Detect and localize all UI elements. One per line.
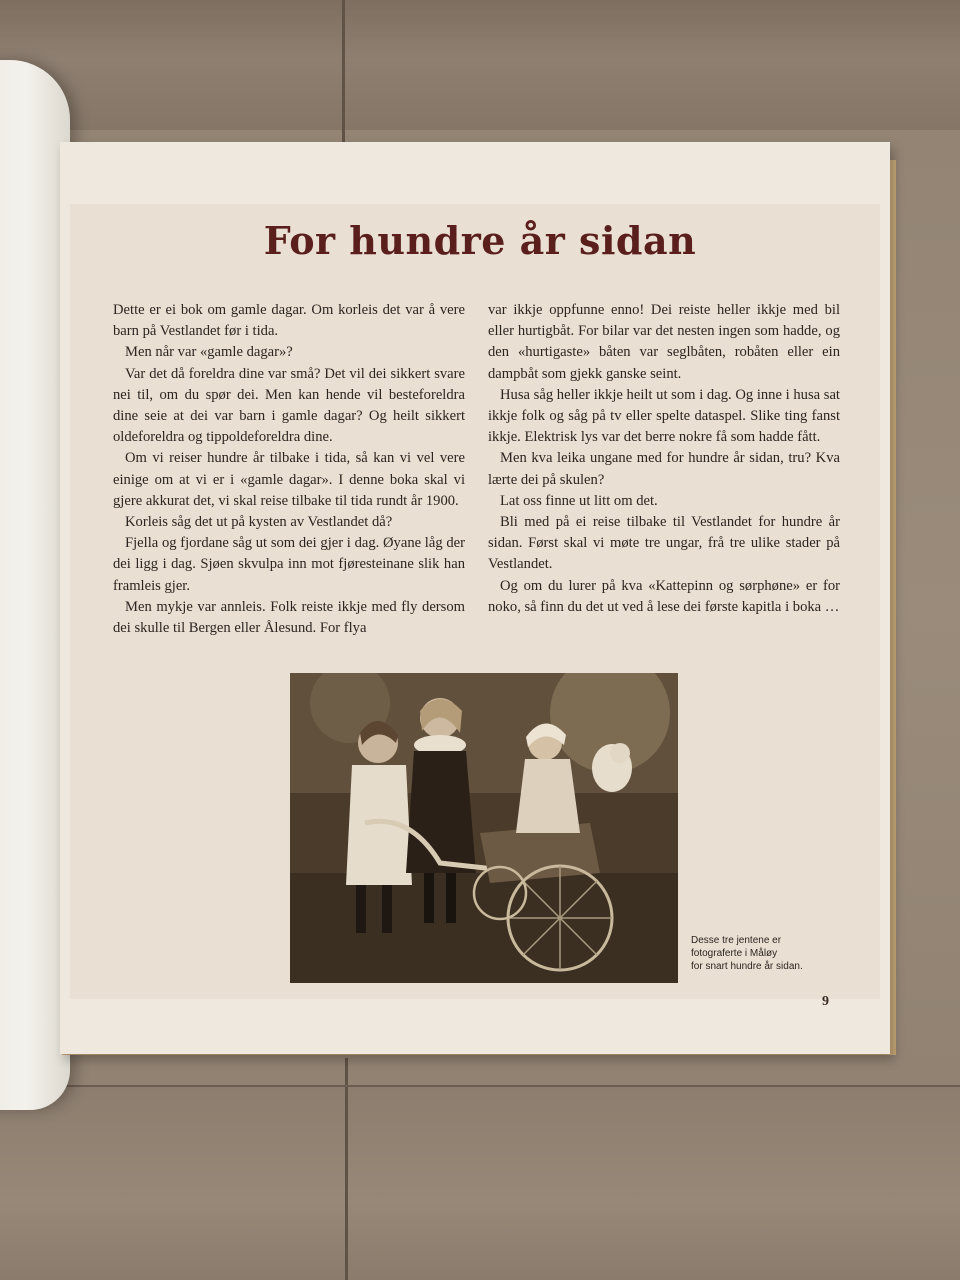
caption-line: fotograferte i Måløy	[691, 948, 778, 959]
table-plank-top	[0, 0, 960, 130]
table-seam	[342, 0, 345, 145]
photo-caption	[691, 934, 831, 973]
paragraph: Men når var «gamle dagar»?	[125, 344, 293, 361]
text-column-right	[488, 300, 840, 618]
table-seam	[345, 1058, 348, 1280]
paragraph: Men mykje var annleis. Folk reiste ikkje med fly dersom dei skulle til Bergen eller Ålesund. For flya	[113, 598, 465, 637]
photo-illustration	[290, 673, 678, 983]
paragraph: Men kva leika ungane med for hundre år sidan, tru? Kva lærte dei på skulen?	[488, 450, 840, 488]
paragraph: Var det då foreldra dine var små? Det vil dei sikkert svare nei til, om du spør dei. Men kan hende vil besteforeldra dine seie at dei var barn i gamle dagar? Og heilt sikkert oldeforeldra og tippoldeforeldra dine.	[113, 365, 465, 446]
table-plank-bottom	[0, 1085, 960, 1280]
caption-line: for snart hundre år sidan.	[691, 961, 803, 972]
paragraph: Om vi reiser hundre år tilbake i tida, så kan vi vel vere einige om at vi er i «gamle dagar». I denne boka skal vi gjere akkurat det, vi skal reise tilbake til tida rundt år 1900.	[113, 450, 465, 509]
paragraph: Korleis såg det ut på kysten av Vestlandet då?	[125, 514, 393, 531]
table-seam	[0, 1085, 960, 1087]
paragraph: Og om du lurer på kva «Kattepinn og sørphøne» er for noko, så finn du det ut ved å lese dei første kapitla i boka …	[488, 577, 840, 615]
historic-photo	[290, 673, 678, 983]
paragraph: Lat oss finne ut litt om det.	[500, 492, 658, 509]
paragraph: Bli med på ei reise tilbake til Vestlandet for hundre år sidan. Først skal vi møte tre ungar, frå tre ulike stader på Vestlandet.	[488, 514, 840, 573]
paragraph: Fjella og fjordane såg ut som dei gjer i dag. Øyane låg der dei ligg i dag. Sjøen skvulpa inn mot fjøresteinane slik han framleis gjer.	[113, 535, 465, 594]
page-title: For hundre år sidan	[263, 218, 697, 263]
caption-line: Desse tre jentene er	[691, 935, 782, 946]
page-number: 9	[822, 994, 829, 1009]
text-column-left	[113, 300, 465, 639]
paragraph: Husa såg heller ikkje heilt ut som i dag. Og inne i husa sat ikkje folk og såg på tv eller spelte dataspel. Slike ting fanst ikkje. Elektrisk lys var det berre nokre få som hadde fått.	[488, 386, 840, 446]
paragraph: var ikkje oppfunne enno! Dei reiste heller ikkje med bil eller hurtigbåt. For bilar var det nesten ingen som hadde, og den «hurtigaste» båten var seglbåten, robåten eller ein dampbåt som gjekk ganske seint.	[488, 302, 840, 382]
paragraph: Dette er ei bok om gamle dagar. Om korleis det var å vere barn på Vestlandet før i tida.	[113, 302, 465, 340]
